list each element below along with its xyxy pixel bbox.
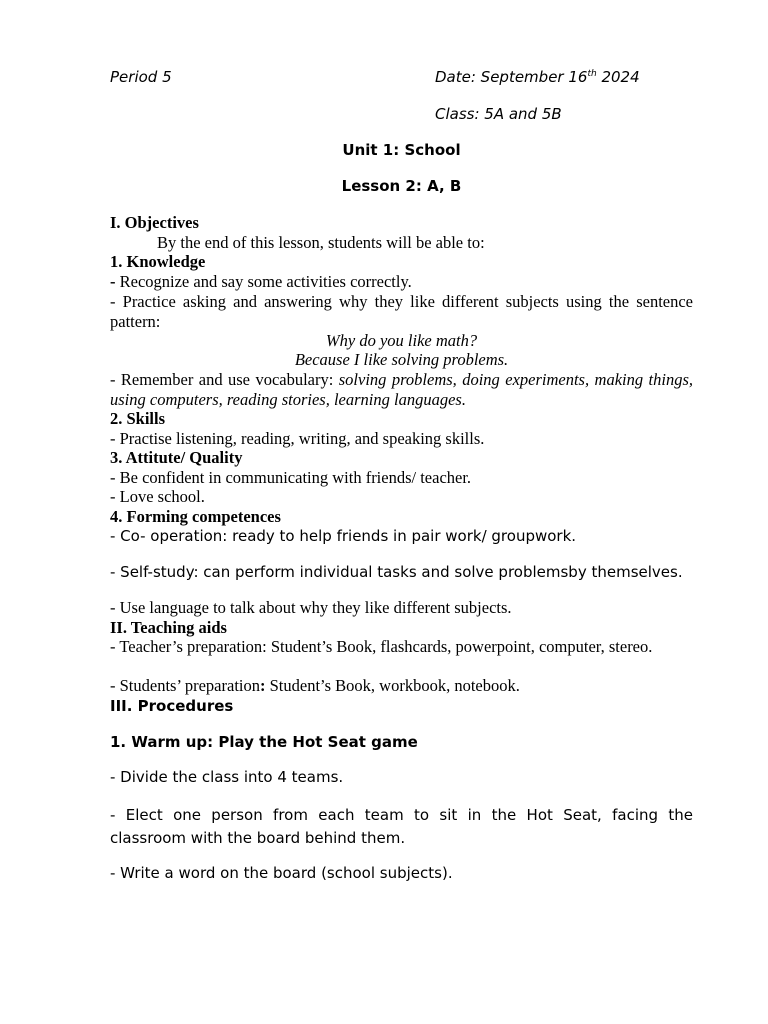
competences-heading: 4. Forming competences — [110, 507, 281, 526]
competences-item-1: - Co- operation: ready to help friends in pair work/ groupwork. — [110, 527, 577, 545]
attitude-item-2: - Love school. — [110, 487, 205, 506]
competences-item-3: - Use language to talk about why they like different subjects. — [110, 598, 512, 617]
teacher-preparation: - Teacher’s preparation: Student’s Book, flashcards, powerpoint, computer, stereo. — [110, 637, 653, 656]
knowledge-item-1-text: Recognize and say some activities correctly. — [115, 272, 412, 291]
attitude-heading: 3. Attitute/ Quality — [110, 448, 243, 467]
students-preparation — [110, 676, 520, 696]
warmup-step-3: - Write a word on the board (school subjects). — [110, 864, 453, 882]
students-preparation-colon: : — [259, 676, 266, 695]
objectives-heading: I. Objectives — [110, 213, 199, 232]
knowledge-heading: 1. Knowledge — [110, 252, 206, 271]
vocab-prefix: - Remember and use vocabulary: — [110, 370, 339, 389]
knowledge-item-1-dash: - — [110, 272, 116, 291]
date-label — [435, 68, 640, 86]
skills-item-1: - Practise listening, reading, writing, and speaking skills. — [110, 429, 485, 448]
knowledge-item-2: - Practice asking and answering why they like different subjects using the sentence pattern: — [110, 292, 693, 331]
pattern-answer: Because I like solving problems. — [294, 350, 509, 369]
objectives-intro: By the end of this lesson, students will be able to: — [157, 233, 485, 252]
warmup-heading: 1. Warm up: Play the Hot Seat game — [110, 733, 418, 751]
date-superscript: th — [587, 69, 597, 79]
date-year: 2024 — [596, 68, 640, 86]
students-preparation-label: - Students’ preparation — [110, 676, 260, 695]
competences-item-2: - Self-study: can perform individual tasks and solve problemsby themselves. — [110, 563, 683, 581]
procedures-heading: III. Procedures — [110, 697, 234, 715]
date-text: Date: September 16 — [435, 68, 588, 86]
class-label: Class: 5A and 5B — [435, 105, 562, 123]
pattern-question: Why do you like math? — [325, 331, 478, 350]
attitude-item-1: - Be confident in communicating with friends/ teacher. — [110, 468, 472, 487]
students-preparation-text: Student’s Book, workbook, notebook. — [265, 676, 520, 695]
period-label: Period 5 — [110, 68, 172, 86]
warmup-step-2: - Elect one person from each team to sit in the Hot Seat, facing the classroom with the board behind them. — [110, 806, 693, 847]
vocab-list: solving problems, doing experiments, making things, using computers, reading stories, learning languages. — [110, 370, 693, 409]
knowledge-item-1 — [110, 272, 412, 292]
lesson-title: Lesson 2: A, B — [341, 177, 462, 195]
teaching-aids-heading: II. Teaching aids — [110, 618, 227, 637]
skills-heading: 2. Skills — [110, 409, 166, 428]
unit-title: Unit 1: School — [342, 141, 461, 159]
warmup-step-1: - Divide the class into 4 teams. — [110, 768, 344, 786]
knowledge-item-3 — [110, 370, 693, 409]
